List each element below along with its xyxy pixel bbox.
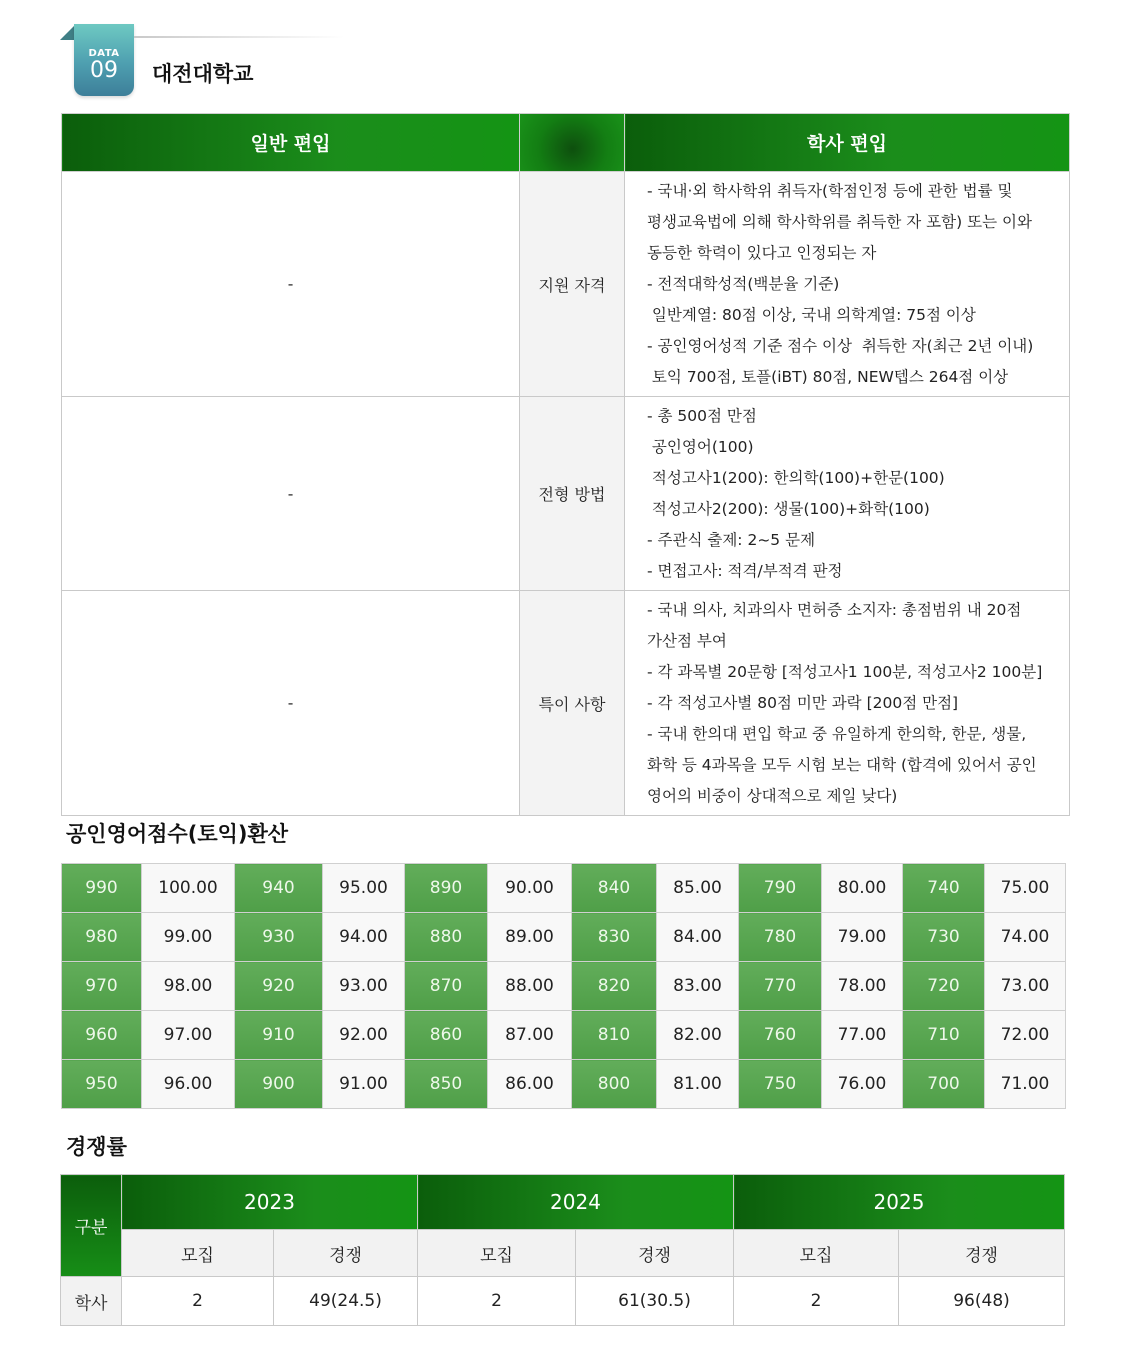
year-header: 2025	[734, 1175, 1065, 1230]
converted-score-cell: 89.00	[488, 913, 572, 962]
converted-score-cell: 91.00	[323, 1060, 405, 1109]
toeic-score-cell: 710	[903, 1011, 985, 1060]
label-column-header	[520, 114, 625, 172]
detail-line: 화학 등 4과목을 모두 시험 보는 대학 (합격에 있어서 공인	[647, 756, 1037, 774]
general-cell: -	[62, 591, 520, 816]
toeic-score-cell: 900	[235, 1060, 323, 1109]
toeic-score-cell: 830	[572, 913, 657, 962]
detail-line: - 국내·외 학사학위 취득자(학점인정 등에 관한 법률 및	[647, 182, 1013, 200]
detail-line: - 전적대학성적(백분율 기준)	[647, 275, 840, 293]
toeic-score-cell: 810	[572, 1011, 657, 1060]
toeic-row	[62, 864, 1066, 913]
toeic-score-cell: 840	[572, 864, 657, 913]
toeic-conversion-table	[61, 863, 1066, 1109]
admission-row-notes	[62, 591, 1070, 816]
row-label: 전형 방법	[520, 397, 625, 591]
admission-table	[61, 113, 1070, 816]
detail-line: - 각 적성고사별 80점 미만 과락 [200점 만점]	[647, 694, 959, 712]
sub-header: 모집	[734, 1230, 899, 1277]
sub-header: 경쟁	[899, 1230, 1065, 1277]
converted-score-cell: 85.00	[657, 864, 739, 913]
row-label: 특이 사항	[520, 591, 625, 816]
converted-score-cell: 80.00	[822, 864, 903, 913]
converted-score-cell: 99.00	[142, 913, 235, 962]
toeic-score-cell: 750	[739, 1060, 822, 1109]
year-header: 2024	[418, 1175, 734, 1230]
toeic-score-cell: 700	[903, 1060, 985, 1109]
converted-score-cell: 92.00	[323, 1011, 405, 1060]
toeic-score-cell: 910	[235, 1011, 323, 1060]
detail-line: - 각 과목별 20문항 [적성고사1 100분, 적성고사2 100분]	[647, 663, 1043, 681]
toeic-score-cell: 880	[405, 913, 488, 962]
toeic-score-cell: 930	[235, 913, 323, 962]
page-title: 대전대학교	[152, 62, 254, 86]
converted-score-cell: 97.00	[142, 1011, 235, 1060]
detail-line: - 국내 한의대 편입 학교 중 유일하게 한의학, 한문, 생물,	[647, 725, 1027, 743]
converted-score-cell: 73.00	[985, 962, 1066, 1011]
toeic-score-cell: 770	[739, 962, 822, 1011]
converted-score-cell: 83.00	[657, 962, 739, 1011]
year-header: 2023	[122, 1175, 418, 1230]
converted-score-cell: 87.00	[488, 1011, 572, 1060]
detail-line: 영어의 비중이 상대적으로 제일 낮다)	[647, 787, 898, 805]
general-cell: -	[62, 397, 520, 591]
badge-number: 09	[90, 58, 118, 83]
converted-score-cell: 72.00	[985, 1011, 1066, 1060]
converted-score-cell: 79.00	[822, 913, 903, 962]
converted-score-cell: 95.00	[323, 864, 405, 913]
converted-score-cell: 75.00	[985, 864, 1066, 913]
toeic-score-cell: 730	[903, 913, 985, 962]
toeic-row	[62, 1060, 1066, 1109]
toeic-score-cell: 740	[903, 864, 985, 913]
toeic-score-cell: 760	[739, 1011, 822, 1060]
year-header-row	[61, 1175, 1065, 1230]
toeic-score-cell: 950	[62, 1060, 142, 1109]
badge-label: DATA	[88, 48, 120, 59]
toeic-score-cell: 870	[405, 962, 488, 1011]
value-cell: 2	[122, 1277, 274, 1326]
detail-line: 동등한 학력이 있다고 인정되는 자	[647, 244, 877, 262]
converted-score-cell: 78.00	[822, 962, 903, 1011]
detail-line: 적성고사1(200): 한의학(100)+한문(100)	[647, 469, 945, 487]
section-header	[60, 24, 360, 104]
header-divider	[134, 36, 344, 38]
detail-line: - 국내 의사, 치과의사 면허증 소지자: 총점범위 내 20점	[647, 601, 1022, 619]
toeic-section-title: 공인영어점수(토익)환산	[66, 822, 289, 846]
toeic-score-cell: 960	[62, 1011, 142, 1060]
toeic-score-cell: 850	[405, 1060, 488, 1109]
detail-line: 공인영어(100)	[647, 438, 754, 456]
toeic-score-cell: 720	[903, 962, 985, 1011]
sub-header: 경쟁	[576, 1230, 734, 1277]
detail-line: 일반계열: 80점 이상, 국내 의학계열: 75점 이상	[647, 306, 976, 324]
detail-line: 적성고사2(200): 생물(100)+화학(100)	[647, 500, 930, 518]
admission-row-method	[62, 397, 1070, 591]
toeic-score-cell: 980	[62, 913, 142, 962]
detail-line: 토익 700점, 토플(iBT) 80점, NEW텝스 264점 이상	[647, 368, 1009, 386]
value-cell: 96(48)	[899, 1277, 1065, 1326]
converted-score-cell: 96.00	[142, 1060, 235, 1109]
row-label: 학사	[61, 1277, 122, 1326]
toeic-score-cell: 940	[235, 864, 323, 913]
sub-header: 모집	[122, 1230, 274, 1277]
category-header: 구분	[61, 1175, 122, 1277]
general-cell: -	[62, 172, 520, 397]
converted-score-cell: 77.00	[822, 1011, 903, 1060]
converted-score-cell: 94.00	[323, 913, 405, 962]
sub-header: 모집	[418, 1230, 576, 1277]
sub-header: 경쟁	[274, 1230, 418, 1277]
toeic-row	[62, 913, 1066, 962]
bachelor-detail	[625, 172, 1070, 397]
admission-header-row	[62, 114, 1070, 172]
competition-section-title: 경쟁률	[66, 1135, 127, 1159]
converted-score-cell: 93.00	[323, 962, 405, 1011]
toeic-score-cell: 990	[62, 864, 142, 913]
general-transfer-header: 일반 편입	[62, 114, 520, 172]
toeic-score-cell: 860	[405, 1011, 488, 1060]
converted-score-cell: 76.00	[822, 1060, 903, 1109]
converted-score-cell: 100.00	[142, 864, 235, 913]
toeic-row	[62, 962, 1066, 1011]
row-label: 지원 자격	[520, 172, 625, 397]
toeic-row	[62, 1011, 1066, 1060]
bachelor-row	[61, 1277, 1065, 1326]
bachelor-detail	[625, 591, 1070, 816]
detail-line: - 총 500점 만점	[647, 407, 757, 425]
toeic-score-cell: 920	[235, 962, 323, 1011]
converted-score-cell: 98.00	[142, 962, 235, 1011]
bachelor-detail	[625, 397, 1070, 591]
detail-line: - 면접고사: 적격/부적격 판정	[647, 562, 843, 580]
value-cell: 2	[418, 1277, 576, 1326]
toeic-score-cell: 970	[62, 962, 142, 1011]
converted-score-cell: 84.00	[657, 913, 739, 962]
converted-score-cell: 88.00	[488, 962, 572, 1011]
toeic-score-cell: 780	[739, 913, 822, 962]
toeic-score-cell: 800	[572, 1060, 657, 1109]
value-cell: 49(24.5)	[274, 1277, 418, 1326]
converted-score-cell: 81.00	[657, 1060, 739, 1109]
admission-row-eligibility	[62, 172, 1070, 397]
detail-line: 평생교육법에 의해 학사학위를 취득한 자 포함) 또는 이와	[647, 213, 1032, 231]
detail-line: 가산점 부여	[647, 632, 727, 650]
value-cell: 61(30.5)	[576, 1277, 734, 1326]
converted-score-cell: 82.00	[657, 1011, 739, 1060]
competition-table	[60, 1174, 1065, 1326]
toeic-score-cell: 790	[739, 864, 822, 913]
data-badge	[74, 24, 134, 96]
value-cell: 2	[734, 1277, 899, 1326]
converted-score-cell: 86.00	[488, 1060, 572, 1109]
converted-score-cell: 74.00	[985, 913, 1066, 962]
toeic-score-cell: 890	[405, 864, 488, 913]
bachelor-transfer-header: 학사 편입	[625, 114, 1070, 172]
toeic-score-cell: 820	[572, 962, 657, 1011]
detail-line: - 공인영어성적 기준 점수 이상 취득한 자(최근 2년 이내)	[647, 337, 1034, 355]
converted-score-cell: 90.00	[488, 864, 572, 913]
detail-line: - 주관식 출제: 2~5 문제	[647, 531, 816, 549]
converted-score-cell: 71.00	[985, 1060, 1066, 1109]
sub-header-row	[61, 1230, 1065, 1277]
